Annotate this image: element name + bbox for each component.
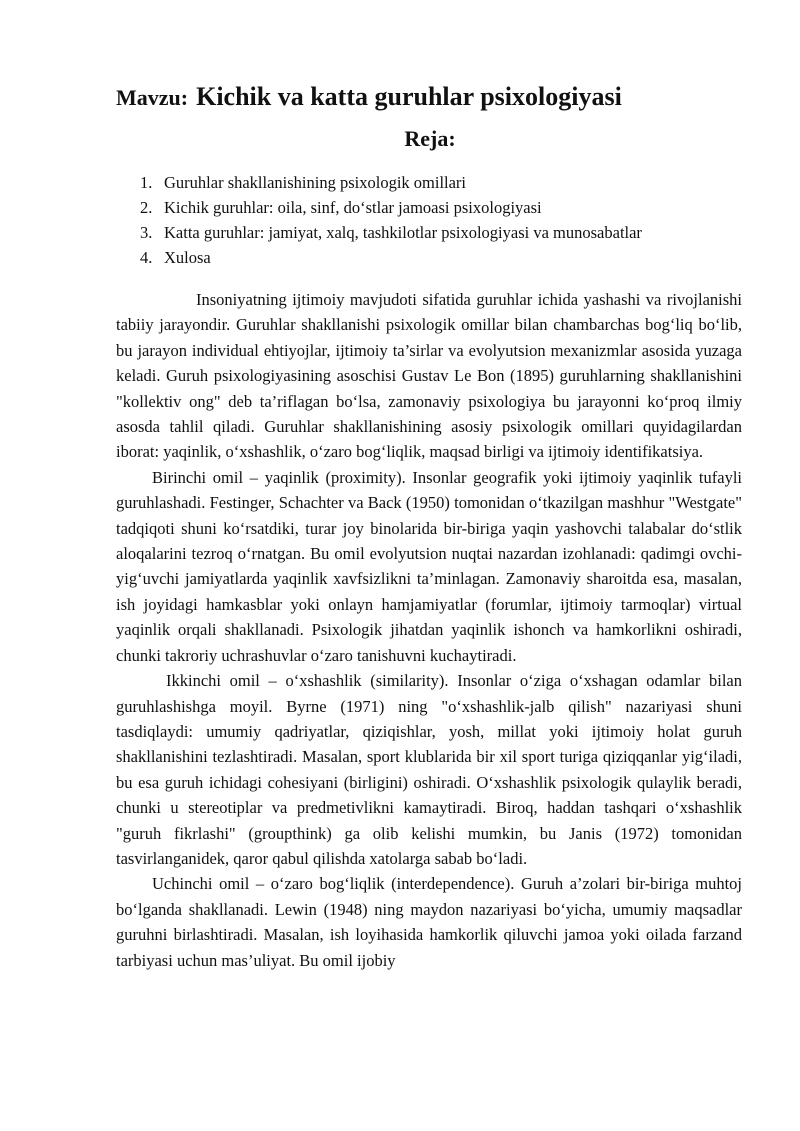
title-prefix: Mavzu: bbox=[116, 85, 189, 110]
plan-item-number: 4. bbox=[140, 248, 153, 267]
body-text bbox=[116, 287, 742, 973]
plan-item-text: Xulosa bbox=[164, 248, 211, 267]
plan-item-number: 1. bbox=[140, 173, 153, 192]
plan-item-text: Katta guruhlar: jamiyat, xalq, tashkilotlar psixologiyasi va munosabatlar bbox=[164, 223, 642, 242]
plan-item bbox=[116, 195, 756, 220]
plan-item bbox=[116, 220, 756, 245]
paragraph-similarity: Ikkinchi omil – o‘xshashlik (similarity). Insonlar o‘ziga o‘xshagan odamlar bilan guruhlashishga moyil. Byrne (1971) ning "o‘xshashlik-jalb qilish" nazariyasi shuni tasdiqlaydi: umumiy qadriyatlar, qiziqishlar, yosh, millat yoki ijtimoiy holat guruh shakllanishini tezlashtiradi. Masalan, sport klublarida bir xil sport turiga qiziqqanlar yig‘iladi, bu esa guruh ichidagi cohesiyani (birligini) oshiradi. O‘xshashlik psixologik qulaylik beradi, chunki u stereotiplar va predmetivlikni kamaytiradi. Biroq, haddan tashqari o‘xshashlik "guruh fikrlashi" (groupthink) ga olib kelishi mumkin, bu Janis (1972) tomonidan tasvirlanganidek, qaror qabul qilishda xatolarga sabab bo‘ladi. bbox=[116, 671, 742, 868]
plan-item-text: Guruhlar shakllanishining psixologik omillari bbox=[164, 173, 467, 192]
title-main: Kichik va katta guruhlar psixologiyasi bbox=[196, 82, 622, 111]
paragraph-proximity: Birinchi omil – yaqinlik (proximity). Insonlar geografik yoki ijtimoiy yaqinlik tufayli guruhlashadi. Festinger, Schachter va Back (1950) tomonidan o‘tkazilgan mashhur "Westgate" tadqiqoti shuni ko‘rsatdiki, turar joy binolarida bir-biriga yaqin yashovchi talabalar do‘stlik aloqalarini tezroq o‘rnatgan. Bu omil evolyutsion nuqtai nazardan izohlanadi: qadimgi ovchi-yig‘uvchi jamiyatlarda yaqinlik xavfsizlikni ta’minlagan. Zamonaviy sharoitda esa, masalan, ish joyidagi hamkasblar yoki onlayn hamjamiyatlar (forumlar, ijtimoiy tarmoqlar) virtual yaqinlik orqali shakllanadi. Psixologik jihatdan yaqinlik ishonch va hamkorlikni oshiradi, chunki takroriy uchrashuvlar o‘zaro tanishuvni kuchaytiradi. bbox=[116, 467, 742, 665]
paragraph-intro: Insoniyatning ijtimoiy mavjudoti sifatida guruhlar ichida yashashi va rivojlanishi tabiiy jarayondir. Guruhlar shakllanishi psixologik omillar bilan chambarchas bog‘liq bo‘lib, bu jarayon individual ehtiyojlar, ijtimoiy ta’sirlar va evolyutsion mexanizmlar asosida yuzaga keladi. Guruh psixologiyasining asoschisi Gustav Le Bon (1895) guruhlarning shakllanishini "kollektiv ong" deb ta’riflagan bo‘lsa, zamonaviy psixologiya bu jarayonni ko‘proq ilmiy asosda tahlil qiladi. Guruhlar shakllanishining asosiy psixologik omillari quyidagilardan iborat: yaqinlik, o‘xshashlik, o‘zaro bog‘liqlik, maqsad birligi va ijtimoiy identifikatsiya. bbox=[116, 290, 742, 462]
plan-heading: Reja: bbox=[404, 126, 456, 151]
plan-item bbox=[116, 245, 756, 270]
plan-item bbox=[116, 170, 756, 195]
page-title bbox=[116, 74, 622, 118]
plan-item-number: 3. bbox=[140, 223, 153, 242]
plan-item-number: 2. bbox=[140, 198, 153, 217]
paragraph-interdependence: Uchinchi omil – o‘zaro bog‘liqlik (interdependence). Guruh a’zolari bir-biriga muhtoj bo‘lganda shakllanadi. Lewin (1948) ning maydon nazariyasi bo‘yicha, umumiy maqsadlar guruhni birlashtiradi. Masalan, ish loyihasida hamkorlik qiluvchi jamoa yoki oilada farzand tarbiyasi uchun mas’uliyat. Bu omil ijobiy bbox=[116, 874, 742, 970]
plan-item-text: Kichik guruhlar: oila, sinf, do‘stlar jamoasi psixologiyasi bbox=[164, 198, 542, 217]
plan-list bbox=[116, 170, 756, 270]
